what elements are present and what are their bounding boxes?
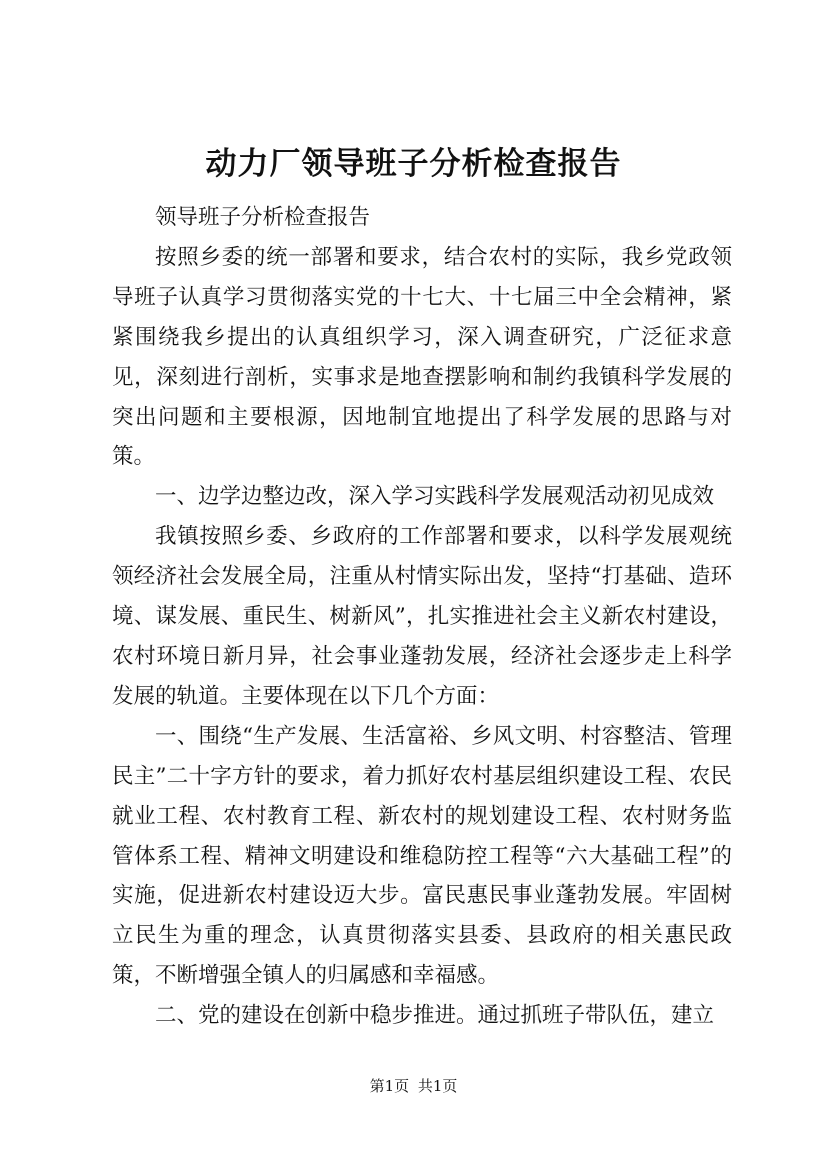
paragraph-point-1: 一、围绕“生产发展、生活富裕、乡风文明、村容整洁、管理民主”二十字方针的要求，着力抓好农村基层组织建设工程、农民就业工程、农村教育工程、新农村的规划建设工程、农村财务监管体系工程、精神文明建设和维稳防控工程等“六大基础工程”的实施，促进新农村建设迈大步。富民惠民事业蓬勃发展。牢固树立民生为重的理念，认真贯彻落实县委、县政府的相关惠民政策，不断增强全镇人的归属感和幸福感。 — [112, 723, 732, 989]
paragraph-point-2: 二、党的建设在创新中稳步推进。通过抓班子带队伍，建立 — [155, 1003, 715, 1029]
paragraph-intro: 按照乡委的统一部署和要求，结合农村的实际，我乡党政领导班子认真学习贯彻落实党的十七大、十七届三中全会精神，紧紧围绕我乡提出的认真组织学习，深入调查研究，广泛征求意见，深刻进行剖析，实事求是地查摆影响和制约我镇科学发展的突出问题和主要根源，因地制宜地提出了科学发展的思路与对策。 — [112, 244, 732, 470]
paragraph-subtitle: 领导班子分析检查报告 — [155, 205, 371, 230]
page-footer — [0, 1076, 827, 1096]
document-title: 动力厂领导班子分析检查报告 — [205, 146, 622, 182]
page-total: 共1页 — [417, 1077, 458, 1095]
page-number: 第1页 — [369, 1077, 410, 1095]
document-body — [112, 198, 732, 1036]
section-heading-1: 一、边学边整边改，深入学习实践科学发展观活动初见成效 — [155, 484, 715, 510]
paragraph-overview: 我镇按照乡委、乡政府的工作部署和要求，以科学发展观统领经济社会发展全局，注重从村情实际出发，坚持“打基础、造环境、谋发展、重民生、树新风”，扎实推进社会主义新农村建设，农村环境日新月异，社会事业蓬勃发展，经济社会逐步走上科学发展的轨道。主要体现在以下几个方面： — [112, 524, 732, 709]
